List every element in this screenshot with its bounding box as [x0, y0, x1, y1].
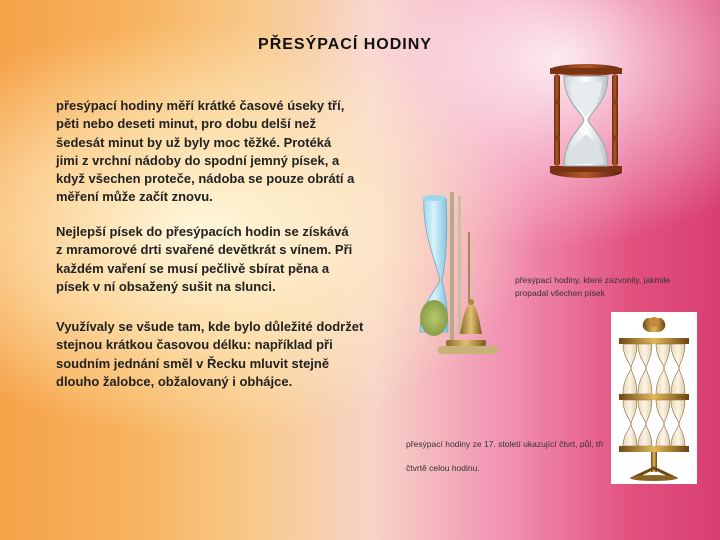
slide-title: PŘESÝPACÍ HODINY [258, 36, 432, 53]
paragraph-usage: Využívaly se všude tam, kde bylo důležité dodržet stejnou krátkou časovou délku: například při soudním jednání směl v Řecku mluvit stejně dlouho žalobce, obžalovaný i obhájce. [56, 319, 364, 389]
bell-hourglass-icon [418, 192, 500, 360]
caption-multi-hourglass: přesýpací hodiny ze 17. století ukazující čtvrt, půl, tři čtvrtě celou hodinu. [406, 439, 604, 473]
caption-bell-hourglass: přesýpací hodiny, které zazvonily, jakmile propadal všechen písek [515, 275, 671, 298]
wooden-hourglass-icon [546, 62, 626, 180]
paragraph-sand: Nejlepší písek do přesýpacích hodin se získává z mramorové drti svařené devětkrát s vínem. Při každém vaření se musí pečlivě sbírat pěna a písek v ní obsažený sušit na slunci. [56, 224, 353, 294]
paragraph-intro: přesýpací hodiny měří krátké časové úseky tří, pěti nebo deseti minut, pro dobu delší než šedesát minut by už byly moc těžké. Protéká jimi z vrchní nádoby do spodní jemný písek, a když všechen proteče, nádoba se pouze obrátí a měření může začít znovu. [56, 98, 355, 205]
multi-hourglass-stand-icon [611, 312, 697, 484]
